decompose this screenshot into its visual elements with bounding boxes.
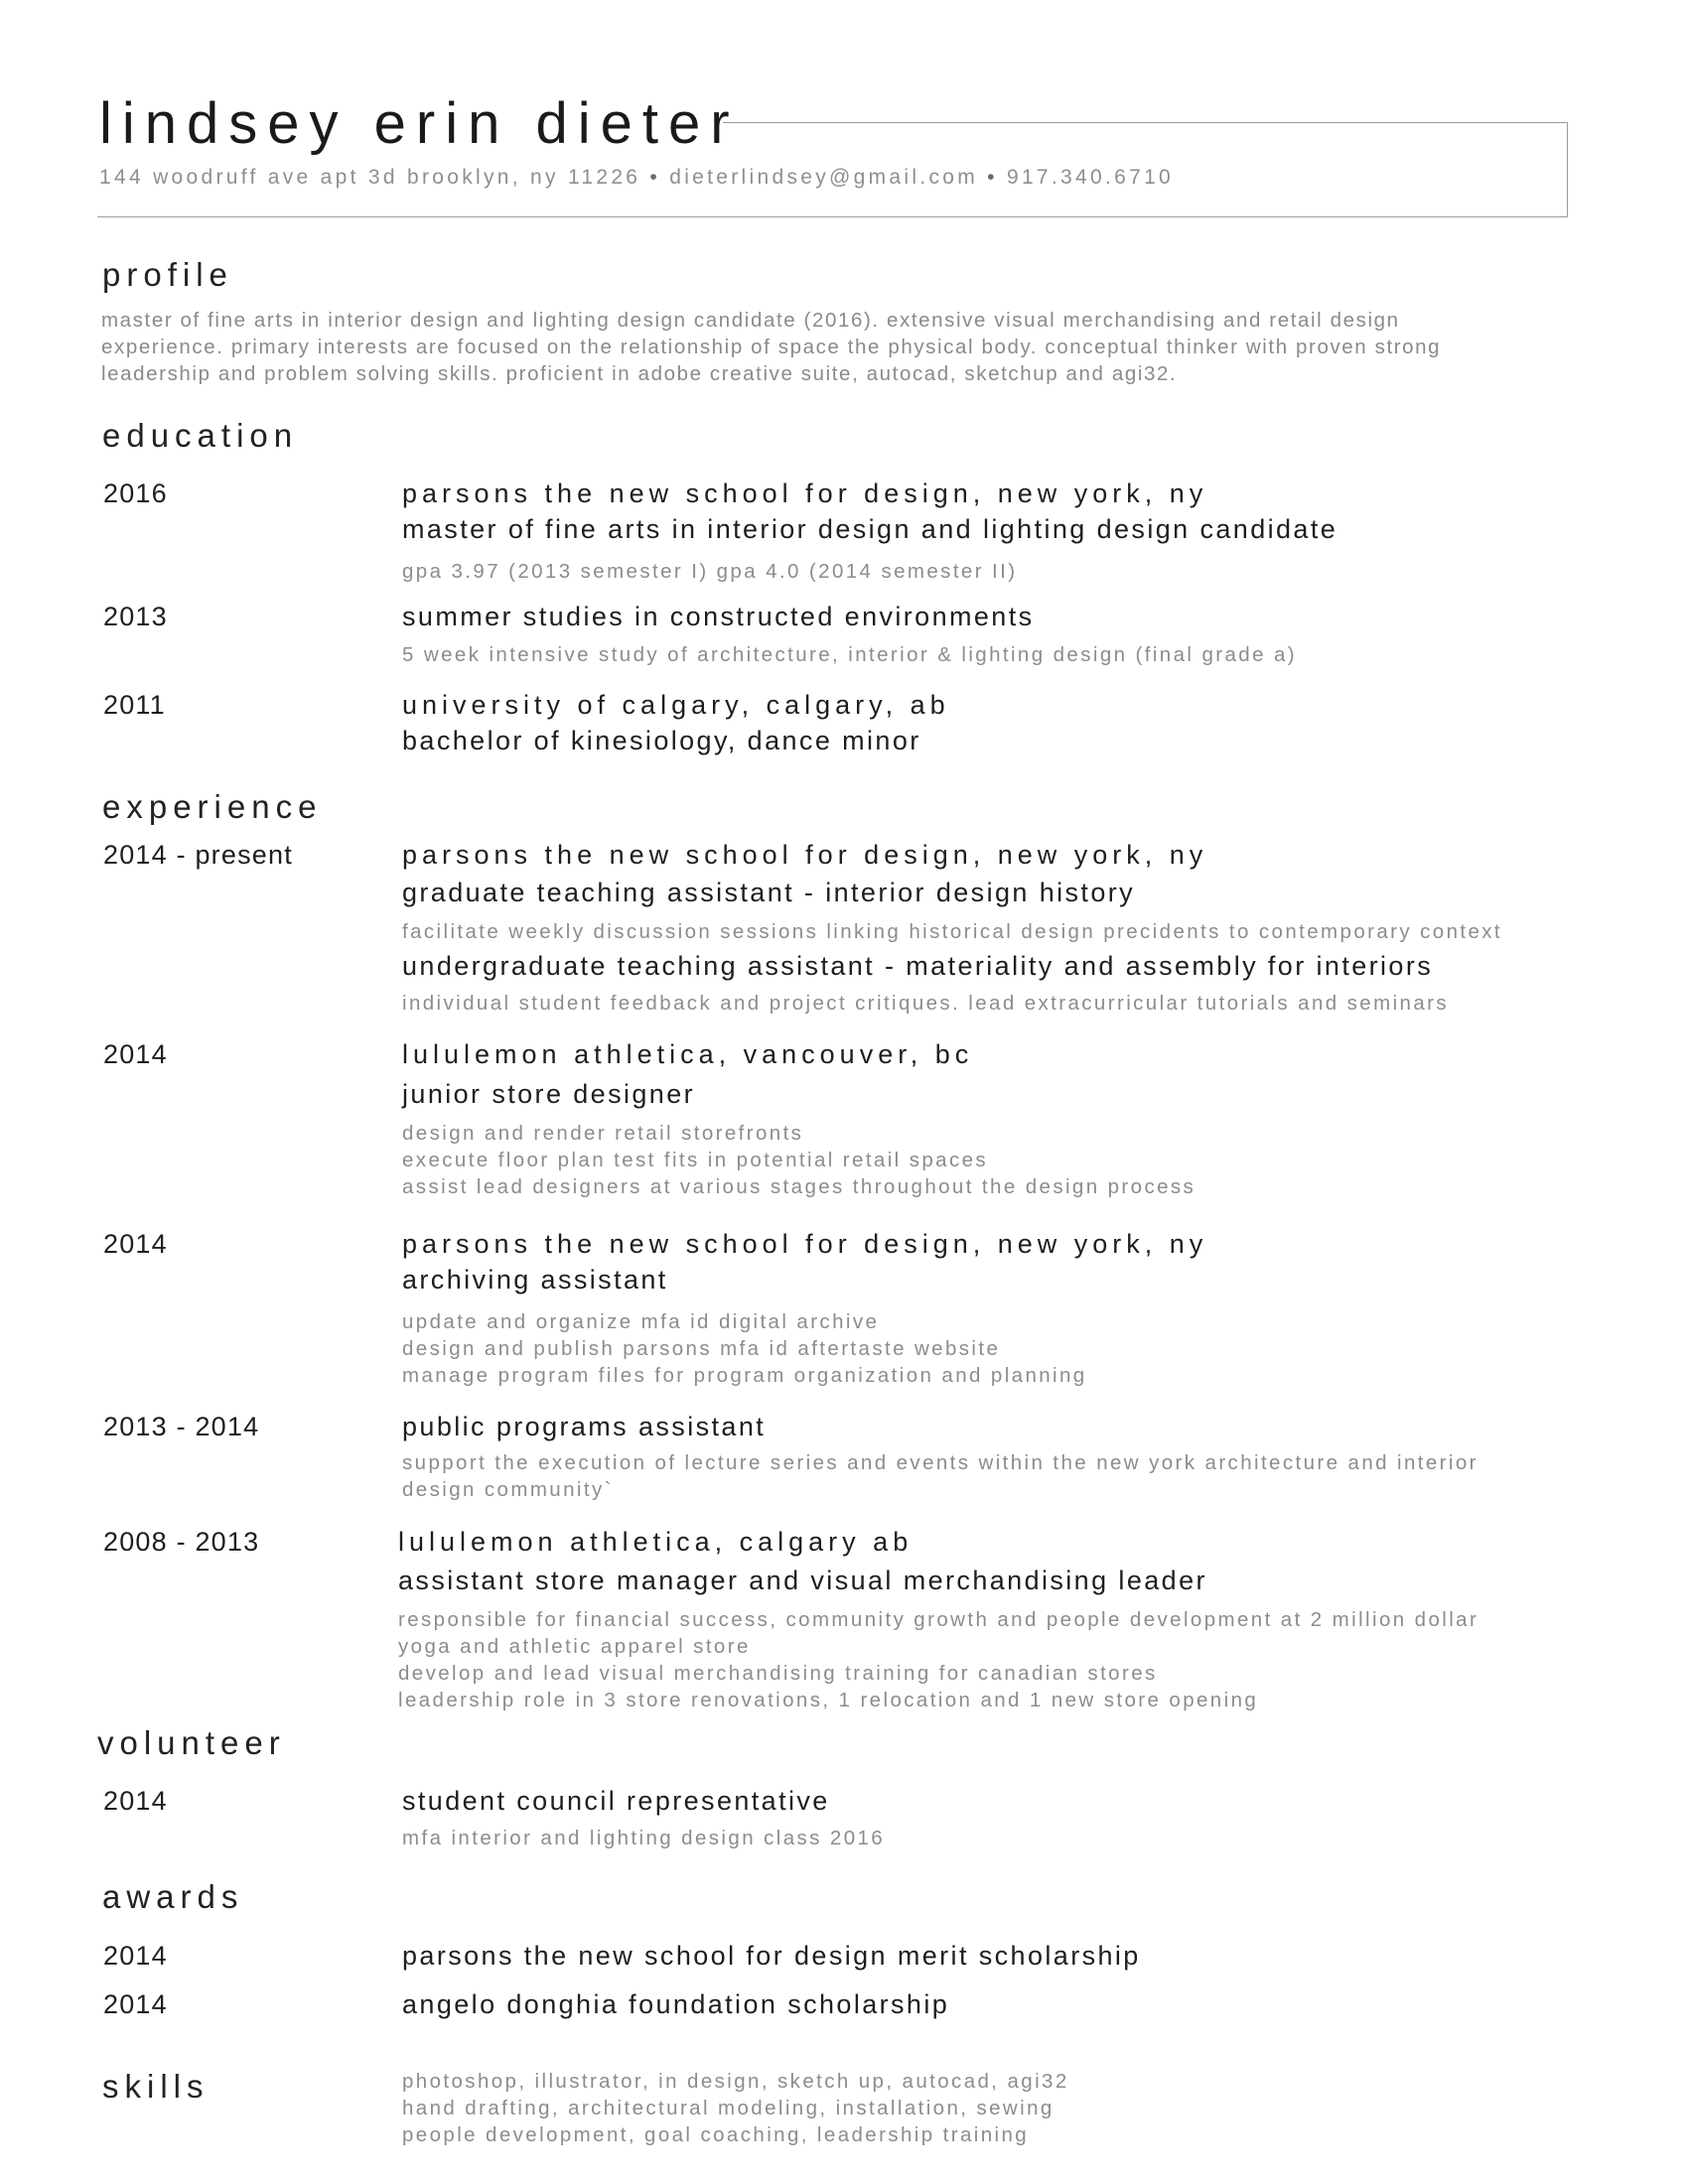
entry-organization: parsons the new school for design, new york, ny bbox=[402, 840, 1208, 870]
section-title-skills: skills bbox=[102, 2068, 210, 2105]
entry-organization: lululemon athletica, calgary ab bbox=[398, 1527, 914, 1557]
entry-details bbox=[398, 1606, 1478, 1713]
contact-line bbox=[99, 166, 1174, 190]
entry-organization: parsons the new school for design, new york, ny bbox=[402, 1229, 1208, 1259]
detail-line: yoga and athletic apparel store bbox=[398, 1635, 751, 1658]
detail-line: design and publish parsons mfa id aftertaste website bbox=[402, 1337, 1001, 1360]
entry-role: angelo donghia foundation scholarship bbox=[402, 1989, 950, 2019]
detail-line: update and organize mfa id digital archive bbox=[402, 1310, 880, 1333]
entry-role: student council representative bbox=[402, 1786, 830, 1816]
entry-details bbox=[402, 1308, 1087, 1389]
entry-date: 2014 bbox=[103, 1989, 168, 2019]
entry-date: 2014 bbox=[103, 1941, 168, 1971]
detail-line: design community` bbox=[402, 1478, 614, 1501]
entry-role: archiving assistant bbox=[402, 1265, 668, 1295]
entry-role: assistant store manager and visual merchandising leader bbox=[398, 1566, 1207, 1595]
entry-detail: mfa interior and lighting design class 2016 bbox=[402, 1827, 886, 1849]
profile-line: master of fine arts in interior design and lighting design candidate (2016). extensive visual merchandising and retail design bbox=[101, 309, 1400, 332]
profile-line: experience. primary interests are focused on the relationship of space the physical body. conceptual thinker with proven strong bbox=[101, 336, 1442, 358]
entry-role: junior store designer bbox=[402, 1079, 696, 1109]
skills-line: people development, goal coaching, leadership training bbox=[402, 2123, 1030, 2146]
separator-dot: • bbox=[649, 166, 661, 189]
detail-line: manage program files for program organization and planning bbox=[402, 1364, 1087, 1387]
entry-role: undergraduate teaching assistant - materiality and assembly for interiors bbox=[402, 951, 1434, 981]
entry-role: graduate teaching assistant - interior design history bbox=[402, 878, 1136, 907]
profile-line: leadership and problem solving skills. proficient in adobe creative suite, autocad, sketchup and agi32. bbox=[101, 362, 1178, 385]
skills-line: hand drafting, architectural modeling, installation, sewing bbox=[402, 2097, 1055, 2119]
entry-organization: university of calgary, calgary, ab bbox=[402, 690, 950, 720]
detail-line: leadership role in 3 store renovations, 1 relocation and 1 new store opening bbox=[398, 1689, 1259, 1711]
entry-detail: gpa 3.97 (2013 semester I) gpa 4.0 (2014 semester II) bbox=[402, 560, 1018, 583]
entry-organization: parsons the new school for design, new york, ny bbox=[402, 478, 1208, 508]
entry-role: master of fine arts in interior design and lighting design candidate bbox=[402, 514, 1338, 544]
entry-detail: individual student feedback and project critiques. lead extracurricular tutorials and seminars bbox=[402, 992, 1450, 1015]
entry-date: 2016 bbox=[103, 478, 168, 508]
entry-role: public programs assistant bbox=[402, 1412, 767, 1441]
separator-dot: • bbox=[987, 166, 998, 189]
entry-date: 2014 bbox=[103, 1786, 168, 1816]
section-title-volunteer: volunteer bbox=[97, 1724, 286, 1761]
entry-date: 2014 bbox=[103, 1039, 168, 1069]
entry-date: 2011 bbox=[103, 690, 166, 720]
entry-date: 2014 - present bbox=[103, 840, 293, 870]
section-title-awards: awards bbox=[102, 1878, 244, 1915]
entry-date: 2008 - 2013 bbox=[103, 1527, 260, 1557]
email: dieterlindsey@gmail.com bbox=[669, 166, 979, 189]
address: 144 woodruff ave apt 3d brooklyn, ny 11226 bbox=[99, 166, 641, 189]
entry-role: parsons the new school for design merit scholarship bbox=[402, 1941, 1141, 1971]
entry-organization: lululemon athletica, vancouver, bc bbox=[402, 1039, 974, 1069]
detail-line: develop and lead visual merchandising training for canadian stores bbox=[398, 1662, 1158, 1685]
detail-line: responsible for financial success, community growth and people development at 2 million dollar bbox=[398, 1608, 1479, 1631]
detail-line: assist lead designers at various stages throughout the design process bbox=[402, 1175, 1196, 1198]
entry-date: 2013 bbox=[103, 602, 168, 631]
entry-role: summer studies in constructed environments bbox=[402, 602, 1035, 631]
section-title-profile: profile bbox=[102, 256, 233, 293]
entry-details bbox=[402, 1120, 1196, 1200]
skills-line: photoshop, illustrator, in design, sketch up, autocad, agi32 bbox=[402, 2070, 1069, 2093]
section-title-experience: experience bbox=[102, 788, 323, 825]
detail-line: design and render retail storefronts bbox=[402, 1122, 804, 1145]
full-name: lindsey erin dieter bbox=[99, 91, 740, 156]
entry-detail: facilitate weekly discussion sessions linking historical design precidents to contemporary context bbox=[402, 920, 1503, 943]
phone: 917.340.6710 bbox=[1006, 166, 1175, 189]
profile-text bbox=[101, 307, 1591, 387]
skills-list bbox=[402, 2068, 1069, 2148]
entry-date: 2014 bbox=[103, 1229, 168, 1259]
entry-detail: 5 week intensive study of architecture, interior & lighting design (final grade a) bbox=[402, 643, 1298, 666]
entry-date: 2013 - 2014 bbox=[103, 1412, 260, 1441]
entry-role: bachelor of kinesiology, dance minor bbox=[402, 726, 921, 755]
section-title-education: education bbox=[102, 417, 299, 454]
detail-line: execute floor plan test fits in potential retail spaces bbox=[402, 1149, 989, 1171]
entry-details bbox=[402, 1449, 1478, 1503]
detail-line: support the execution of lecture series and events within the new york architecture and interior bbox=[402, 1451, 1478, 1474]
